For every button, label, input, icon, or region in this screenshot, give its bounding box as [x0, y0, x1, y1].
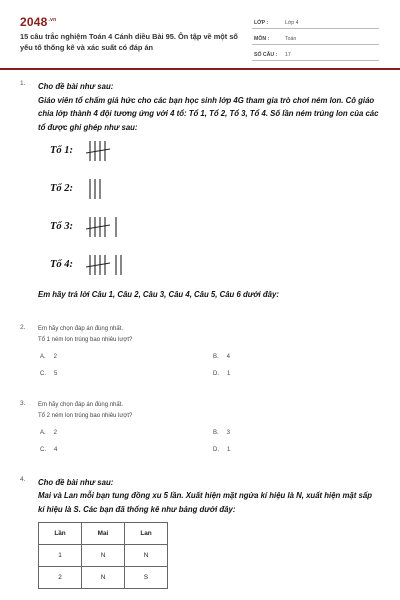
answer-options [38, 426, 380, 456]
table-cell: 1 [39, 545, 82, 567]
option-c[interactable]: C. 4 [40, 446, 58, 453]
table-cell: N [82, 567, 125, 589]
question-footer: Em hãy trả lời Câu 1, Câu 2, Câu 3, Câu 4, Câu 5, Câu 6 dưới đây: [38, 290, 279, 299]
answer-options [38, 350, 380, 380]
question-text: Tổ 1 ném lon trúng bao nhiêu lượt? [38, 336, 133, 343]
meta-class: LỚP : Lớp 4 [252, 17, 379, 29]
tally-row-4: Tổ 4: [38, 248, 380, 286]
question-number: 3. [20, 399, 26, 407]
option-a[interactable]: A. 2 [40, 353, 58, 360]
option-a[interactable]: A. 2 [40, 429, 58, 436]
tally-row-2: Tổ 2: [38, 172, 380, 210]
document-title: 15 câu trắc nghiệm Toán 4 Cánh diều Bài 95. Ôn tập về một số yếu tố thống kê và xác suất có đáp án [20, 32, 238, 52]
tally-row-3: Tổ 3: [38, 210, 380, 248]
question-number: 1. [20, 80, 26, 87]
table-cell: S [125, 567, 168, 589]
tally-marks-4 [86, 251, 176, 279]
option-d[interactable]: D. 1 [213, 446, 231, 453]
option-d[interactable]: D. 1 [213, 370, 231, 377]
question-instruction: Em hãy chọn đáp án đúng nhất. [38, 325, 124, 332]
meta-question-count: SỐ CÂU : 17 [252, 49, 379, 61]
table-cell: N [82, 545, 125, 567]
question-text: Giáo viên tổ chấm giả hức cho các bạn học sinh lớp 4G tham gia trò chơi ném lon. Cô giáo chia lớp thành 4 đội tương ứng với 4 tổ: Tổ 1, Tổ 2, Tổ 3, Tổ 4. Số lần ném trúng lon của các tổ được ghi ghép như sau: [38, 95, 379, 132]
table-cell: 2 [39, 567, 82, 589]
question-text: Mai và Lan mỗi bạn tung đồng xu 5 lần. Xuất hiện mặt ngửa kí hiệu là N, xuất hiện mặt sấp kí hiệu là S. Các bạn đã thống kê như bảng dưới đây: [38, 491, 372, 514]
tally-marks-3 [86, 213, 176, 241]
question-4 [20, 476, 380, 590]
question-number: 4. [20, 475, 26, 483]
question-title: Cho đề bài như sau: [38, 82, 114, 91]
question-2 [20, 324, 380, 380]
option-b[interactable]: B. 4 [213, 353, 231, 360]
table-header: Mai [82, 523, 125, 545]
option-b[interactable]: B. 3 [213, 429, 231, 436]
option-c[interactable]: C. 5 [40, 370, 58, 377]
table-header: Lần [39, 523, 82, 545]
question-1 [20, 80, 380, 302]
tally-row-1: Tổ 1: [38, 134, 380, 172]
question-title: Cho đề bài như sau: [38, 477, 114, 487]
table-header: Lan [125, 523, 168, 545]
table-header-row [39, 523, 168, 545]
tally-marks-2 [86, 175, 176, 203]
question-number: 2. [20, 323, 26, 331]
table-row [39, 567, 168, 589]
header-divider [0, 68, 400, 70]
question-text: Tổ 2 ném lon trúng bao nhiêu lượt? [38, 412, 133, 419]
question-3 [20, 400, 380, 456]
table-cell: N [125, 545, 168, 567]
tally-marks-1 [86, 137, 176, 165]
tally-list [38, 134, 380, 286]
table-row [39, 545, 168, 567]
coin-toss-table [38, 522, 168, 589]
meta-subject: MÔN : Toán [252, 33, 379, 45]
question-instruction: Em hãy chọn đáp án đúng nhất. [38, 401, 124, 408]
question-list [20, 80, 380, 589]
site-logo[interactable]: $2048^{.vn}$ [20, 15, 57, 29]
